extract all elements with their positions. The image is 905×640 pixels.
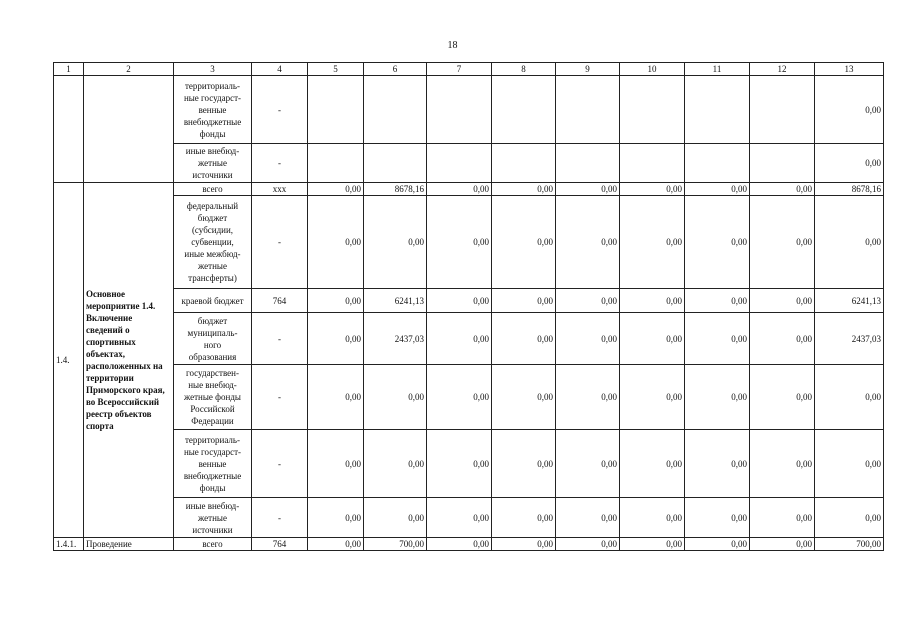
value-cell	[620, 144, 685, 183]
column-header: 4	[252, 63, 308, 76]
value-cell: 6241,13	[364, 289, 427, 313]
table-row	[54, 289, 884, 313]
value-cell: 0,00	[750, 538, 815, 551]
value-cell: 0,00	[750, 365, 815, 430]
value-cell: 0,00	[364, 430, 427, 498]
value-cell: 8678,16	[364, 183, 427, 196]
value-cell: 0,00	[620, 183, 685, 196]
value-cell: 0,00	[308, 538, 364, 551]
value-cell	[556, 76, 620, 144]
value-cell: 0,00	[427, 289, 492, 313]
value-cell: 0,00	[427, 538, 492, 551]
value-cell: 0,00	[427, 196, 492, 289]
value-cell: 0,00	[750, 313, 815, 365]
table-row	[54, 76, 884, 144]
value-cell: 0,00	[620, 365, 685, 430]
value-cell	[492, 144, 556, 183]
value-cell: 0,00	[364, 365, 427, 430]
funding-source: всего	[174, 538, 252, 551]
value-cell: 2437,03	[364, 313, 427, 365]
funding-source: бюджет муниципаль- ного образования	[174, 313, 252, 365]
value-cell	[620, 76, 685, 144]
value-cell: 0,00	[750, 196, 815, 289]
budget-code: -	[252, 76, 308, 144]
total-cell: 0,00	[815, 144, 884, 183]
value-cell: 0,00	[364, 498, 427, 538]
total-cell: 0,00	[815, 430, 884, 498]
budget-code: -	[252, 430, 308, 498]
value-cell: 0,00	[750, 183, 815, 196]
value-cell: 0,00	[556, 498, 620, 538]
total-cell: 700,00	[815, 538, 884, 551]
value-cell: 0,00	[427, 313, 492, 365]
value-cell	[492, 76, 556, 144]
column-header: 10	[620, 63, 685, 76]
section-number: 1.4.1.	[54, 538, 84, 551]
value-cell: 0,00	[492, 313, 556, 365]
value-cell: 0,00	[427, 430, 492, 498]
value-cell: 0,00	[308, 289, 364, 313]
value-cell: 0,00	[492, 289, 556, 313]
value-cell	[750, 144, 815, 183]
value-cell: 0,00	[427, 183, 492, 196]
funding-source: территориаль- ные государст- венные внебюджетные фонды	[174, 430, 252, 498]
table-row	[54, 498, 884, 538]
total-cell: 6241,13	[815, 289, 884, 313]
column-header: 13	[815, 63, 884, 76]
value-cell	[685, 144, 750, 183]
section-title: Основное мероприятие 1.4. Включение сведений о спортивных объектах, расположенных на территории Приморского края, во Всероссийский реестр объектов спорта	[84, 183, 174, 538]
value-cell: 0,00	[750, 498, 815, 538]
total-cell: 0,00	[815, 498, 884, 538]
value-cell: 0,00	[308, 365, 364, 430]
page-number: 18	[447, 40, 458, 51]
table-row	[54, 196, 884, 289]
budget-code: -	[252, 498, 308, 538]
value-cell: 0,00	[492, 430, 556, 498]
value-cell: 0,00	[492, 196, 556, 289]
column-header: 11	[685, 63, 750, 76]
column-header: 8	[492, 63, 556, 76]
total-cell: 2437,03	[815, 313, 884, 365]
value-cell: 700,00	[364, 538, 427, 551]
value-cell: 0,00	[620, 289, 685, 313]
value-cell	[427, 76, 492, 144]
value-cell: 0,00	[556, 538, 620, 551]
value-cell: 0,00	[427, 365, 492, 430]
value-cell: 0,00	[556, 289, 620, 313]
funding-source: всего	[174, 183, 252, 196]
value-cell	[364, 76, 427, 144]
table-row	[54, 144, 884, 183]
total-cell: 0,00	[815, 196, 884, 289]
value-cell: 0,00	[308, 196, 364, 289]
funding-source: федеральный бюджет (субсидии, субвенции, иные межбюд- жетные трансферты)	[174, 196, 252, 289]
value-cell	[750, 76, 815, 144]
value-cell: 0,00	[492, 183, 556, 196]
value-cell: 0,00	[364, 196, 427, 289]
value-cell: 0,00	[308, 430, 364, 498]
value-cell: 0,00	[685, 538, 750, 551]
funding-source: иные внебюд- жетные источники	[174, 144, 252, 183]
value-cell: 0,00	[620, 498, 685, 538]
value-cell: 0,00	[620, 430, 685, 498]
table-row	[54, 538, 884, 551]
section-number: 1.4.	[54, 183, 84, 538]
section-title: Проведение	[84, 538, 174, 551]
budget-code: 764	[252, 289, 308, 313]
value-cell: 0,00	[308, 183, 364, 196]
value-cell: 0,00	[308, 498, 364, 538]
value-cell: 0,00	[556, 196, 620, 289]
column-header: 6	[364, 63, 427, 76]
budget-code: -	[252, 144, 308, 183]
value-cell: 0,00	[750, 289, 815, 313]
value-cell: 0,00	[685, 430, 750, 498]
funding-source: краевой бюджет	[174, 289, 252, 313]
funding-source: государствен- ные внебюд- жетные фонды Российской Федерации	[174, 365, 252, 430]
value-cell: 0,00	[556, 183, 620, 196]
value-cell	[308, 144, 364, 183]
column-header: 5	[308, 63, 364, 76]
budget-table	[53, 62, 884, 551]
value-cell	[364, 144, 427, 183]
value-cell: 0,00	[492, 538, 556, 551]
total-cell: 8678,16	[815, 183, 884, 196]
value-cell: 0,00	[685, 196, 750, 289]
column-header: 1	[54, 63, 84, 76]
column-header: 3	[174, 63, 252, 76]
value-cell: 0,00	[427, 498, 492, 538]
value-cell	[685, 76, 750, 144]
budget-code: -	[252, 313, 308, 365]
value-cell: 0,00	[492, 365, 556, 430]
value-cell: 0,00	[620, 313, 685, 365]
funding-source: территориаль- ные государст- венные внебюджетные фонды	[174, 76, 252, 144]
value-cell: 0,00	[492, 498, 556, 538]
value-cell	[556, 144, 620, 183]
value-cell: 0,00	[685, 183, 750, 196]
value-cell: 0,00	[620, 196, 685, 289]
value-cell: 0,00	[685, 498, 750, 538]
value-cell	[308, 76, 364, 144]
column-header: 12	[750, 63, 815, 76]
column-header: 9	[556, 63, 620, 76]
budget-code: -	[252, 196, 308, 289]
value-cell: 0,00	[685, 365, 750, 430]
budget-code: 764	[252, 538, 308, 551]
budget-code: ххх	[252, 183, 308, 196]
value-cell: 0,00	[308, 313, 364, 365]
value-cell: 0,00	[685, 289, 750, 313]
table-row	[54, 183, 884, 196]
row-title-cell	[84, 76, 174, 183]
total-cell: 0,00	[815, 365, 884, 430]
table-row	[54, 365, 884, 430]
table-row	[54, 313, 884, 365]
header-row	[54, 63, 884, 76]
value-cell	[427, 144, 492, 183]
column-header: 7	[427, 63, 492, 76]
value-cell: 0,00	[685, 313, 750, 365]
row-number-cell	[54, 76, 84, 183]
value-cell: 0,00	[556, 313, 620, 365]
total-cell: 0,00	[815, 76, 884, 144]
budget-code: -	[252, 365, 308, 430]
value-cell: 0,00	[556, 365, 620, 430]
value-cell: 0,00	[750, 430, 815, 498]
funding-source: иные внебюд- жетные источники	[174, 498, 252, 538]
table-row	[54, 430, 884, 498]
value-cell: 0,00	[620, 538, 685, 551]
column-header: 2	[84, 63, 174, 76]
value-cell: 0,00	[556, 430, 620, 498]
